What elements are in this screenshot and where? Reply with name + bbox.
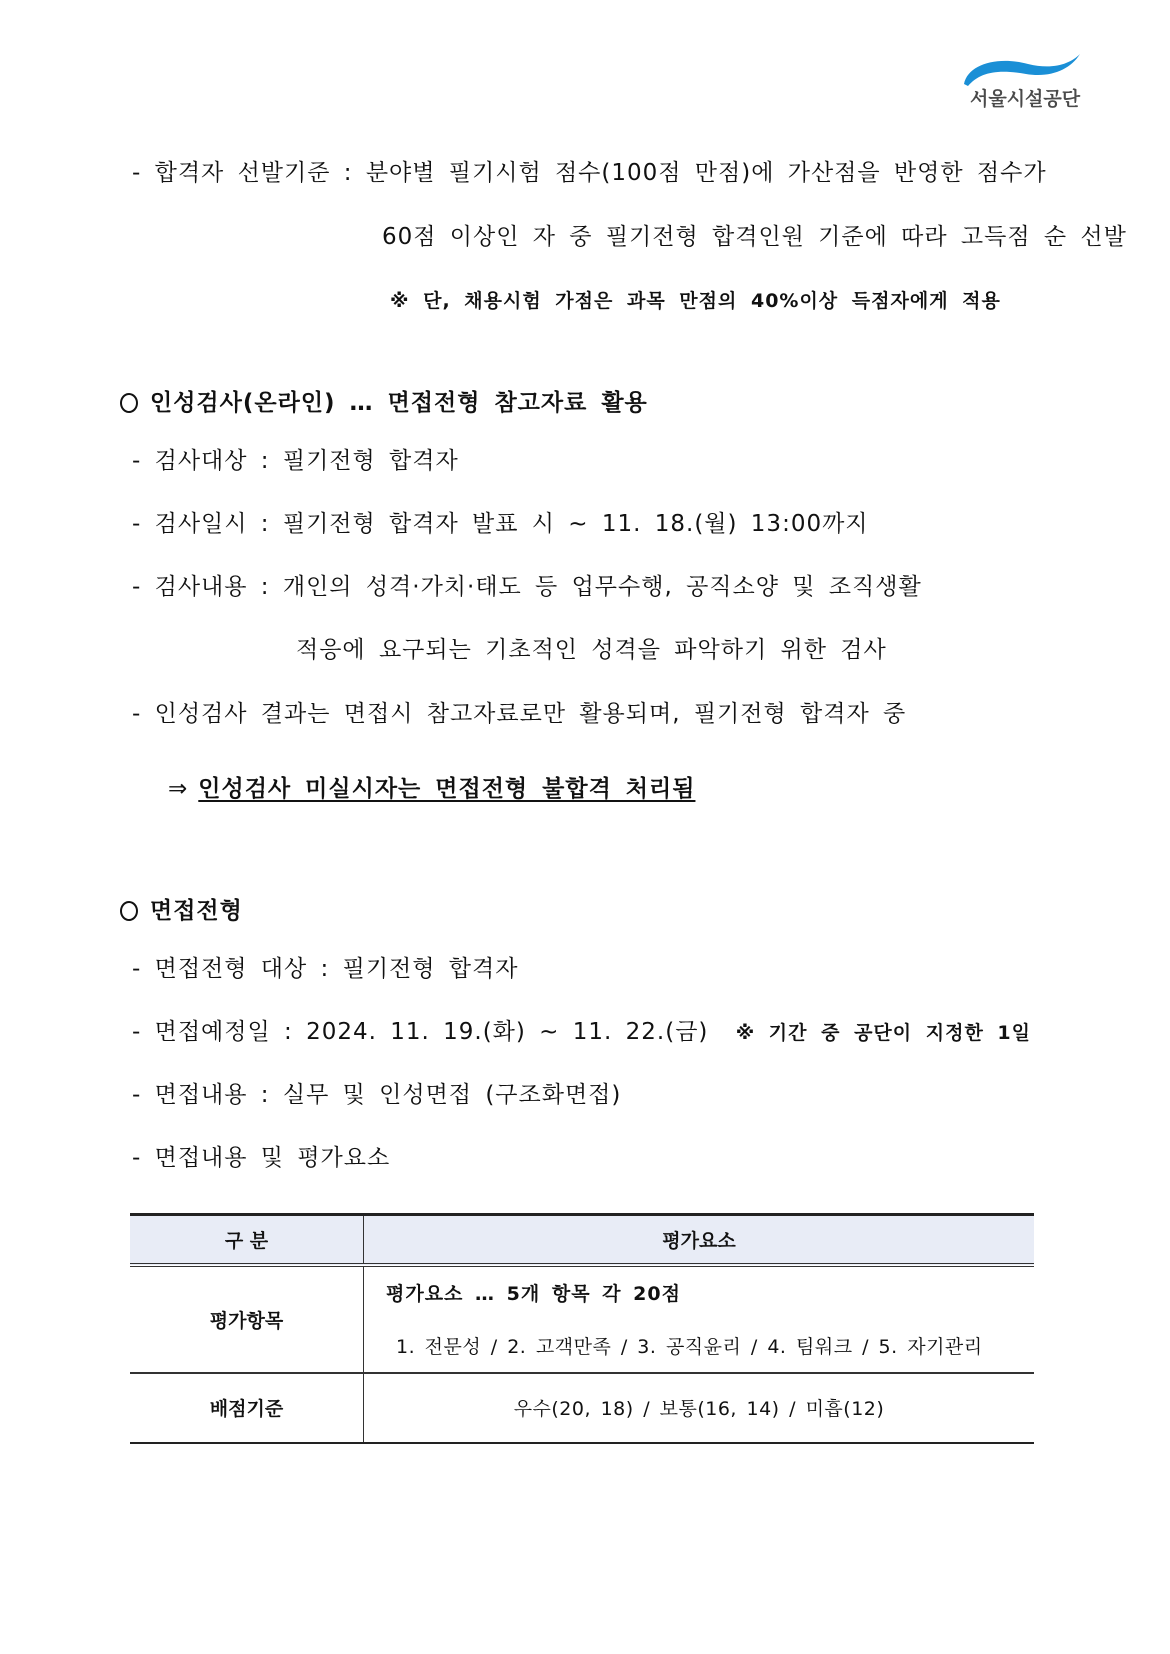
personality-test-heading — [120, 384, 648, 417]
seoul-facilities-logo — [958, 50, 1088, 116]
interview-schedule-text: - 면접예정일 : 2024. 11. 19.(화) ~ 11. 22.(금) — [132, 1019, 709, 1045]
test-target: - 검사대상 : 필기전형 합격자 — [132, 448, 459, 474]
interview-heading-text: 면접전형 — [150, 898, 243, 924]
score-cell: 우수(20, 18) / 보통(16, 14) / 미흡(12) — [513, 1398, 885, 1420]
test-schedule: - 검사일시 : 필기전형 합격자 발표 시 ~ 11. 18.(월) 13:00까지 — [132, 511, 869, 537]
logo-text: 서울시설공단 — [970, 88, 1081, 110]
table-row — [130, 1265, 1034, 1373]
circle-bullet-icon — [120, 901, 138, 921]
test-warning — [168, 770, 695, 803]
table-header-row — [130, 1215, 1034, 1265]
test-usage: - 인성검사 결과는 면접시 참고자료로만 활용되며, 필기전형 합격자 중 — [132, 701, 907, 727]
interview-content: - 면접내용 : 실무 및 인성면접 (구조화면접) — [132, 1082, 622, 1108]
table-row — [130, 1373, 1034, 1443]
selection-criteria-line1: - 합격자 선발기준 : 분야별 필기시험 점수(100점 만점)에 가산점을 반영한 점수가 — [132, 160, 1047, 186]
bonus-point-note: ※ 단, 채용시험 가점은 과목 만점의 40%이상 득점자에게 적용 — [390, 290, 1001, 312]
interview-elements-label: - 면접내용 및 평가요소 — [132, 1145, 391, 1171]
interview-heading — [120, 892, 243, 925]
header-elements: 평가요소 — [662, 1229, 736, 1252]
personality-test-heading-text: 인성검사(온라인) … 면접전형 참고자료 활용 — [150, 390, 648, 416]
evaluation-table — [130, 1213, 1034, 1444]
row-label-items: 평가항목 — [130, 1265, 364, 1373]
circle-bullet-icon — [120, 393, 138, 413]
test-content-line1: - 검사내용 : 개인의 성격·가치·태도 등 업무수행, 공직소양 및 조직생활 — [132, 574, 922, 600]
test-warning-text: 인성검사 미실시자는 면접전형 불합격 처리됨 — [198, 776, 696, 802]
selection-criteria-line2: 60점 이상인 자 중 필기전형 합격인원 기준에 따라 고득점 순 선발 — [382, 224, 1127, 250]
right-arrow-icon: ⇒ — [168, 776, 189, 802]
items-list: 1. 전문성 / 2. 고객만족 / 3. 공직윤리 / 4. 팀워크 / 5. 자기관리 — [396, 1336, 983, 1358]
row-label-score: 배점기준 — [130, 1373, 364, 1443]
items-title: 평가요소 … 5개 항목 각 20점 — [386, 1283, 681, 1305]
header-category: 구 분 — [130, 1215, 364, 1265]
interview-target: - 면접전형 대상 : 필기전형 합격자 — [132, 956, 519, 982]
interview-schedule-note: ※ 기간 중 공단이 지정한 1일 — [735, 1022, 1032, 1044]
interview-schedule — [132, 1017, 1031, 1048]
items-cell — [364, 1265, 1035, 1373]
test-content-line2: 적응에 요구되는 기초적인 성격을 파악하기 위한 검사 — [296, 637, 887, 663]
